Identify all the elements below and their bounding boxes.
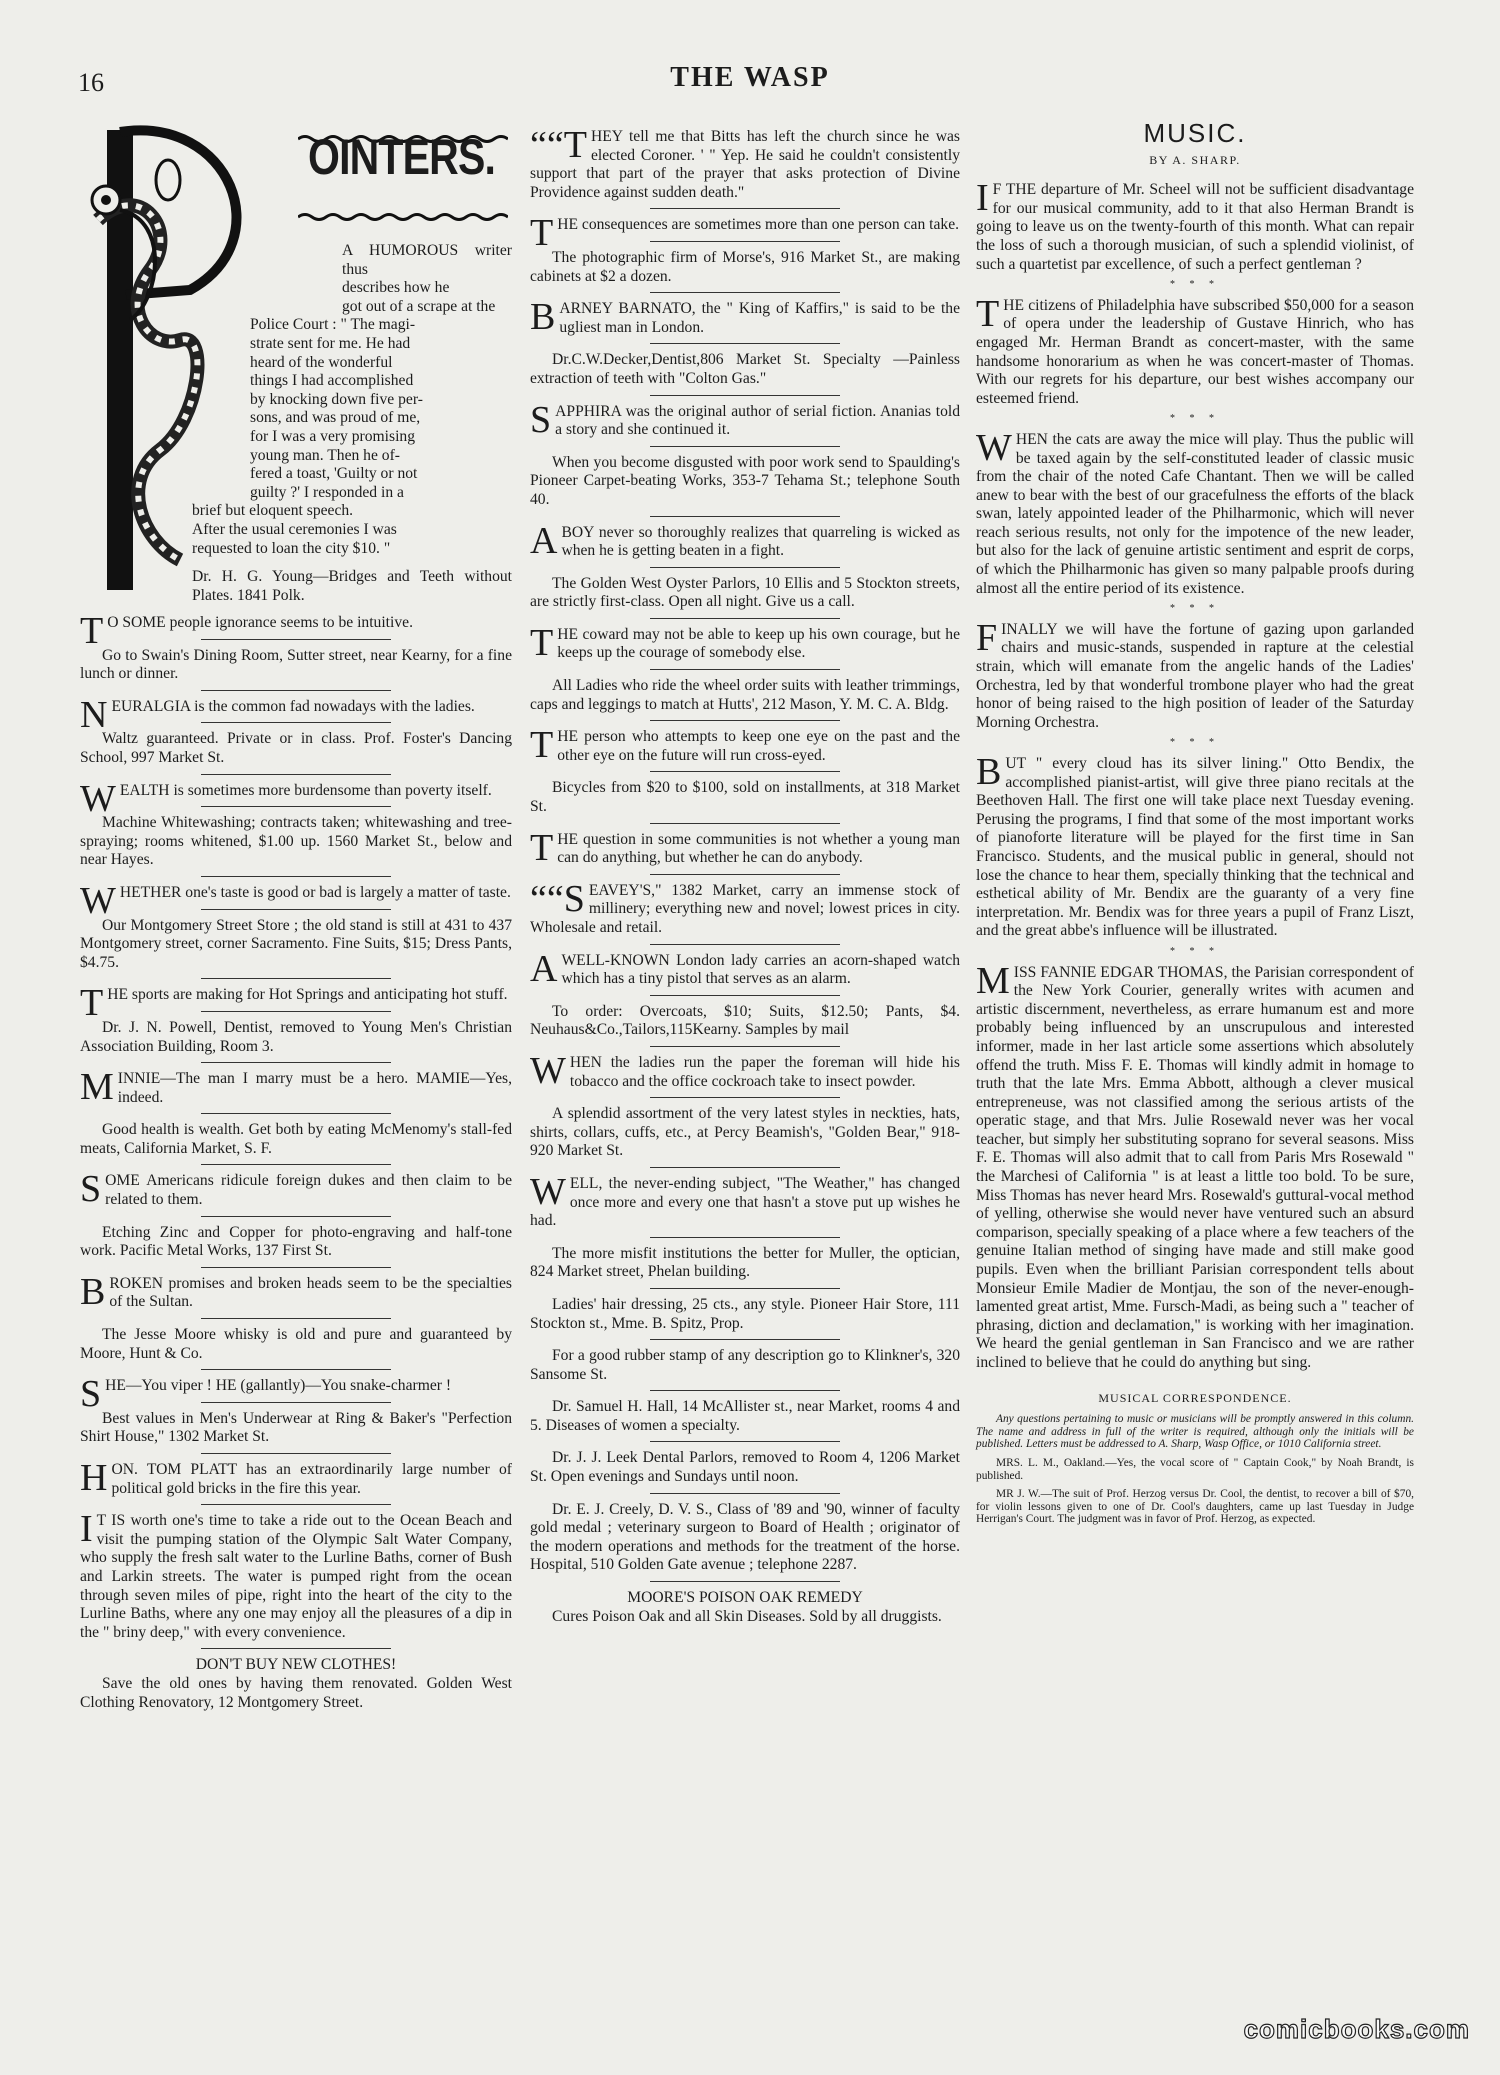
drop-cap: T [976,292,1000,335]
article-item [530,779,960,816]
divider-rule [201,806,391,807]
pointers-line: Police Court : " The magi- [250,316,416,334]
article-item [530,575,960,612]
col1-items [80,610,512,1712]
article-item [530,249,960,286]
drop-cap: S [80,1168,102,1211]
article-item [530,1589,960,1626]
divider-rule [201,1648,391,1649]
article-item [80,1326,512,1363]
divider-rule [650,343,839,344]
advert-text: To order: Overcoats, $10; Suits, $12.50; Pants, $4. Neuhaus&Co.,Tailors,115Kearny. Samples by mail [530,1002,960,1039]
music-paragraph-body: HE citizens of Philadelphia have subscribed $50,000 for a season of opera under the leadership of Gustave Hinrich, who has engaged Mr. Herman Brandt as concert-master, with the same handsome honorarium as when he was concert-master of Thomas. With our regrets for his departure, our best wishes accompany our esteemed friend. [976,296,1414,407]
article-item [80,777,512,820]
article-item [530,454,960,510]
item-text [530,621,960,664]
item-heading: DON'T BUY NEW CLOTHES! [195,1656,397,1674]
music-paragraph [976,426,1414,598]
article-item [530,1449,960,1486]
music-paragraph [976,292,1414,409]
item-text [530,398,960,441]
drop-cap: T [80,610,104,652]
item-body: INNIE—The man I marry must be a hero. MAMIE—Yes, indeed. [117,1070,512,1106]
drop-cap: B [976,751,1002,793]
drop-cap: T [530,724,554,767]
divider-rule [201,1369,391,1370]
advert-text: The Jesse Moore whisky is old and pure and guaranteed by Moore, Hunt & Co. [80,1326,512,1362]
drop-cap: N [80,693,108,736]
article-item [530,826,960,869]
drop-cap: B [530,296,556,339]
correspondence-title: MUSICAL CORRESPONDENCE. [1098,1390,1292,1405]
advert-text: Go to Swain's Dining Room, Sutter street, near Kearny, for a fine lunch or dinner. [80,646,512,683]
article-item [80,1457,512,1499]
divider-rule [650,1581,839,1582]
drop-cap: W [530,1170,566,1213]
advert-text: When you become disgusted with poor work send to Spaulding's Pioneer Carpet-beating Works, 353-7 Tehama St.; telephone South 40. [530,453,960,508]
item-text [80,879,512,922]
article-item [80,1373,512,1416]
item-body: WELL-KNOWN London lady carries an acorn-shaped watch which has a tiny pistol that serves as an alarm. [561,951,960,988]
advert-text: Ladies' hair dressing, 25 cts., any style. Pioneer Hair Store, 111 Stockton st., Mme. B. Spitz, Prop. [530,1295,960,1332]
drop-cap: A [530,519,558,562]
article-item [530,398,960,441]
advert-text: The more misfit institutions the better for Muller, the optician, 824 Market street, Phelan building. [530,1244,960,1281]
drop-cap: I [976,177,989,220]
item-body: BOY never so thoroughly realizes that quarreling is wicked as when he is getting beaten in a fight. [561,523,960,560]
music-paragraph-body: F THE departure of Mr. Scheel will not be sufficient disadvantage for our musical community, add to it that also Herman Brandt is going to leave us on the twenty-fourth of this month. What can repair the loss of such a thorough musician, of such a splendid violinist, of such a quartetist par excellence, of such a perfect gentleman ? [976,181,1414,273]
divider-rule [201,1164,391,1165]
col2-items [530,124,960,1626]
correspondence-note: Any questions pertaining to music or musicians will be promptly answered in this column. The name and address in full of the writer is required, although only the initials will be published. Letters must be addressed to A. Sharp, Wasp Office, or 1010 California street. [976,1413,1414,1451]
item-body: APPHIRA was the original author of serial fiction. Ananias told a story and she continued it. [555,402,960,439]
column-left [80,128,512,1718]
item-body: T IS worth one's time to take a ride out to the Ocean Beach and visit the pumping station of the Olympic Salt Water Company, who supply the fresh salt water to the Lurline Baths, corner of Bush and Larkin streets. The water is pumped right from the ocean through seven miles of pipe, right into the heart of the city to the Lurline Baths, where any one may enjoy all the pleasures of a dip in the " briny deep," with every convenience. [80,1512,512,1641]
masthead: THE WASP [670,62,830,93]
article-item [80,982,512,1025]
pointers-line: strate sent for me. He had [250,334,411,352]
article-item [530,1501,960,1575]
pointers-line: fered a toast, 'Guilty or not [250,465,418,483]
music-paragraph-body: HEN the cats are away the mice will play. Thus the public will be taxed again by the self-constituted leader of classic music from the chair of the noted Cafe Chantant. Then we will be called anew to bear with the best of our gracefulness the efforts of the black swan, lately appointed leader of the Philharmonic, which will never reach serious results, not only for the impotence of the new leader, but also for the lack of genuine artistic sentiment and esprit de corps, of which the Philharmonic has given so many palpable proofs during almost all the entire period of its existence. [976,430,1414,597]
section-stars: * * * [1170,737,1220,749]
music-paragraph-body: ISS FANNIE EDGAR THOMAS, the Parisian correspondent of the New York Courier, generally writes with acumen and artistic discernment, nevertheless, as errare humanum est and more probably being influenced by an unscrupulous and interested informer, made in her last article some assertions which absolutely offend the truth. Miss F. E. Thomas will kindly admit in homage to truth that the late Mrs. Emma Abbott, although a clever musical entrepreneuse, was not classified among the serious artists of the operatic stage, and that Mrs. Julie Rosewald never was her vocal teacher, but simply her substituting soprano for several seasons. Miss F. E. Thomas will also admit that to call from Paris Mrs Rosewald " the Marchesi of California " is at least a little too bold. To be sure, Miss Thomas has never heard Mrs. Rosewald's guttural-vocal method of yelling, otherwise she would never have ventured such an absurd comparison, specially speaking of a place where a few teachers of the genuine Italian method of singing have made and still make good pupils. Even when the brilliant Parisian correspondent tells about Monsieur Emile Madier de Montjau, the son of the never-enough-lamented great artist, Mme. Fursch-Madi, as being such a " teacher of phrasing, diction and declamation," is working with her imagination. We heard the genial gentleman in San Francisco and we are rather inclined to believe that he could do anything but sing. [976,963,1414,1371]
item-body: HEN the ladies run the paper the foreman will hide his tobacco and the office cockroach take to insect powder. [569,1053,960,1090]
item-body: HETHER one's taste is good or bad is largely a matter of taste. [119,883,511,901]
divider-rule [201,722,391,723]
divider-rule [650,995,839,996]
item-text [80,610,512,652]
item-text [80,1270,512,1313]
divider-rule [201,1011,391,1012]
divider-rule [201,876,391,877]
article-item [530,124,960,202]
pointers-line: heard of the wonderful [250,353,393,371]
divider-rule [650,292,839,293]
item-heading: MOORE'S POISON OAK REMEDY [627,1589,863,1607]
item-body: HE—You viper ! HE (gallantly)—You snake-charmer ! [105,1377,452,1395]
article-item [80,917,512,973]
advert-text: Machine Whitewashing; contracts taken; whitewashing and tree-spraying; rooms whitened, $1.00 up. 1560 Market St., below and near Hayes. [80,814,512,869]
divider-rule [650,446,839,447]
divider-rule [201,978,391,979]
article-item [80,1508,512,1642]
item-body: O SOME people ignorance seems to be intuitive. [107,614,413,631]
item-text [80,1066,512,1109]
divider-rule [650,1493,839,1494]
article-item [530,212,960,255]
divider-rule [201,1504,391,1505]
item-text [530,877,960,938]
correspondence-item: MRS. L. M., Oakland.—Yes, the vocal score of " Captain Cook," by Noah Brandt, is published. [976,1456,1414,1482]
article-item [530,1170,960,1231]
pointers-line: A HUMOROUS writer thus [342,242,512,278]
article-item [80,1019,512,1056]
advert-text: Best values in Men's Underwear at Ring & Baker's "Perfection Shirt House," 1302 Market St. [80,1409,512,1446]
divider-rule [650,208,839,209]
item-body: HE person who attempts to keep one eye on the past and the other eye on the future will run cross-eyed. [557,728,960,764]
music-paragraph [976,177,1414,274]
item-text [530,724,960,767]
advert-text: Save the old ones by having them renovated. Golden West Clothing Renovatory, 12 Montgomery Street. [80,1674,512,1711]
music-byline: BY A. SHARP. [1149,152,1241,167]
item-body: EALTH is sometimes more burdensome than poverty itself. [119,781,492,799]
section-stars: * * * [1170,945,1220,957]
music-title: MUSIC. [1143,118,1247,148]
divider-rule [650,669,839,670]
article-item [530,1049,960,1092]
divider-rule [650,874,839,875]
divider-rule [201,1216,391,1217]
music-paragraphs [976,177,1414,1372]
divider-rule [201,1113,391,1114]
divider-rule [650,1288,839,1289]
section-stars: * * * [1170,413,1220,425]
article-item [80,1270,512,1313]
divider-rule [650,241,839,242]
advert-text: Bicycles from $20 to $100, sold on installments, at 318 Market St. [530,779,960,816]
section-stars: * * * [1170,279,1220,291]
music-paragraph [976,751,1414,941]
divider-rule [201,1267,391,1268]
watermark: comicbooks.com [1243,2014,1470,2044]
item-body: HE question in some communities is not whether a young man can do anything, but whether he can do anybody. [557,830,960,867]
article-item [80,1224,512,1261]
item-text [80,1457,512,1499]
divider-rule [650,720,839,721]
drop-cap: ““T [530,124,587,166]
pointers-signature-ad: Dr. H. G. Young—Bridges and Teeth without Plates. 1841 Polk. [192,568,512,604]
divider-rule [650,1167,839,1168]
article-item [530,1347,960,1384]
item-text [530,296,960,339]
drop-cap: I [80,1508,93,1551]
divider-rule [650,823,839,824]
article-item [530,677,960,714]
advert-text: For a good rubber stamp of any description go to Klinkner's, 320 Sansome St. [530,1347,960,1383]
drop-cap: T [530,621,554,664]
article-item [80,1066,512,1109]
divider-rule [201,1402,391,1403]
title-ornament-bottom [298,212,508,222]
article-item [530,947,960,990]
advert-text: Our Montgomery Street Store ; the old stand is still at 431 to 437 Montgomery street, corner Sacramento. Fine Suits, $15; Dress Pants, $4.75. [80,916,512,971]
divider-rule [650,944,839,945]
item-body: ON. TOM PLATT has an extraordinarily large number of political gold bricks in the fire this year. [111,1461,512,1497]
article-item [80,814,512,870]
music-paragraph [976,959,1414,1373]
item-text [80,1168,512,1211]
article-item [530,519,960,562]
music-paragraph-body: INALLY we will have the fortune of gazing upon garlanded chairs and music-stands, suspended in rapture at the celestial strain, which will emanate from the angelic hands of the Ladies' Orchestra, led by that wonderful trombone player who had the great honor of being raised to the high position of leader of the Saturday Morning Orchestra. [976,620,1414,731]
correspondence-items [976,1457,1414,1526]
article-item [80,730,512,767]
pointers-line: young man. Then he of- [250,446,400,464]
section-stars: * * * [1170,603,1220,615]
divider-rule [201,909,391,910]
pointers-line: guilty ?' I responded in a [250,483,404,501]
divider-rule [650,1390,839,1391]
item-text [530,519,960,562]
advert-text: Etching Zinc and Copper for photo-engraving and half-tone work. Pacific Metal Works, 137 First St. [80,1223,512,1260]
advert-text: Dr. J. N. Powell, Dentist, removed to Young Men's Christian Association Building, Room 3. [80,1018,512,1055]
drop-cap: B [80,1270,106,1313]
divider-rule [201,1318,391,1319]
advert-text: Dr. E. J. Creely, D. V. S., Class of '89 and '90, winner of faculty gold medal ; veterinary surgeon to Board of Health ; originator of the modern operations and methods for the treatment of the horse. Hospital, 510 Golden Gate avenue ; telephone 2287. [530,1500,960,1574]
divider-rule [201,774,391,775]
item-body: HE consequences are sometimes more than one person can take. [557,216,960,234]
item-text [530,124,960,202]
pointers-title: OINTERS. [308,129,496,185]
pointers-line: for I was a very promising [250,427,415,445]
drop-cap: W [80,879,116,922]
article-item [80,693,512,736]
pointers-intro [192,242,512,558]
article-item [80,610,512,652]
pointers-line: by knocking down five per- [250,390,423,408]
item-text [80,1508,512,1642]
item-text [530,826,960,869]
music-paragraph [976,616,1414,733]
divider-rule [650,1097,839,1098]
item-body: ARNEY BARNATO, the " King of Kaffirs," is said to be the ugliest man in London. [559,300,960,336]
item-text [80,1373,512,1416]
drop-cap: T [530,212,554,255]
drop-cap: S [530,398,552,441]
divider-rule [650,395,839,396]
article-item [530,724,960,767]
item-body: EAVEY'S," 1382 Market, carry an immense stock of millinery; everything new and novel; lowest prices in city. Wholesale and retail. [530,881,960,936]
drop-cap: S [80,1373,102,1416]
item-text [80,777,512,820]
item-body: EURALGIA is the common fad nowadays with the ladies. [111,697,475,715]
drop-cap: T [530,826,554,869]
article-item [80,647,512,684]
pointers-line: things I had accomplished [250,372,414,390]
pointers-feature [80,128,512,608]
article-item [530,296,960,339]
divider-rule [201,1062,391,1063]
drop-cap: F [976,616,998,659]
drop-cap: T [80,982,104,1025]
article-item [530,351,960,388]
article-item [530,1105,960,1161]
item-text [530,212,960,255]
article-item [80,1168,512,1211]
column-right-music [976,118,1414,1532]
item-text [530,947,960,990]
divider-rule [650,771,839,772]
item-body: ELL, the never-ending subject, "The Weather," has changed once more and every one that hasn't a stove put up wishes he had. [530,1174,960,1230]
drop-cap: M [80,1066,114,1109]
article-item [530,1245,960,1282]
advert-text: The Golden West Oyster Parlors, 10 Ellis and 5 Stockton streets, are strictly first-class. Open all night. Give us a call. [530,574,960,611]
correspondence-item: MR J. W.—The suit of Prof. Herzog versus Dr. Cool, the dentist, to recover a bill of $70, for violin lessons given to one of Dr. Cool's daughters, came up last Tuesday in Judge Herrigan's Court. The judgment was in favor of Prof. Herzog, as expected. [976,1488,1414,1526]
pointers-line: got out of a scrape at the [342,297,496,315]
item-text [80,693,512,736]
item-text [530,1170,960,1231]
column-middle [530,124,960,1632]
drop-cap: M [976,959,1010,1002]
divider-rule [201,690,391,691]
divider-rule [650,1237,839,1238]
article-item [530,621,960,664]
divider-rule [650,516,839,517]
pointers-line: sons, and was proud of me, [250,409,421,427]
page-number: 16 [78,68,104,97]
pointers-line: After the usual ceremonies I was [192,520,397,538]
pointers-line: describes how he [342,279,450,297]
drop-cap: H [80,1457,108,1499]
drop-cap: A [530,947,558,990]
article-item [80,1410,512,1447]
article-item [530,1003,960,1040]
advert-text: The photographic firm of Morse's, 916 Market St., are making cabinets at $2 a dozen. [530,248,960,285]
article-item [80,879,512,922]
advert-text: Dr.C.W.Decker,Dentist,806 Market St. Specialty —Painless extraction of teeth with "Colton Gas." [530,351,960,387]
item-body: OME Americans ridicule foreign dukes and then claim to be related to them. [105,1172,512,1209]
drop-cap: W [80,777,116,820]
advert-text: Dr. J. J. Leek Dental Parlors, removed to Room 4, 1206 Market St. Open evenings and Sundays until noon. [530,1449,960,1486]
article-item [80,1121,512,1158]
divider-rule [650,1441,839,1442]
item-body: ROKEN promises and broken heads seem to be the specialties of the Sultan. [109,1274,512,1311]
advert-text: All Ladies who ride the wheel order suits with leather trimmings, caps and leggings to match at Hutts', 212 Mason, Y. M. C. A. Bldg. [530,677,960,713]
divider-rule [201,1453,391,1454]
advert-text: Waltz guaranteed. Private or in class. Prof. Foster's Dancing School, 997 Market St. [80,730,512,766]
advert-text: A splendid assortment of the very latest styles in neckties, hats, shirts, collars, cuffs, etc., at Percy Beamish's, "Golden Bear," 918-920 Market St. [530,1105,960,1160]
item-body: HE sports are making for Hot Springs and anticipating hot stuff. [107,986,508,1004]
item-text [80,982,512,1025]
drop-cap: ““S [530,877,585,920]
divider-rule [650,567,839,568]
article-item [530,877,960,938]
divider-rule [650,618,839,619]
divider-rule [650,1046,839,1047]
divider-rule [650,1339,839,1340]
item-text [530,1049,960,1092]
advert-text: Dr. Samuel H. Hall, 14 McAllister st., near Market, rooms 4 and 5. Diseases of women a specialty. [530,1398,960,1434]
item-body: HE coward may not be able to keep up his own courage, but he keeps up the courage of somebody else. [557,625,960,662]
drop-cap: W [530,1049,566,1092]
article-item [530,1296,960,1333]
article-item [80,1656,512,1712]
article-item [530,1398,960,1435]
drop-cap: W [976,426,1012,469]
music-paragraph-body: UT " every cloud has its silver lining." Otto Bendix, the accomplished pianist-artist, will give three piano recitals at the Beethoven Hall. The first one will take place next Tuesday evening. Perusing the programs, I find that some of the most important works of pianoforte literature will be played for the first time in San Francisco. Students, and the musical public in general, should not lose the chance to hear them, specially thinking that the technical and esthetical ability of Mr. Bendix are the guaranty of a very fine interpretation. Mr. Bendix was for three years a pupil of Franz Liszt, and the great abbe's influence will be illustrated. [976,755,1414,940]
pointers-line: requested to loan the city $10. " [192,539,391,557]
advert-text: Good health is wealth. Get both by eating McMenomy's stall-fed meats, California Market, S. F. [80,1121,512,1157]
advert-text: Cures Poison Oak and all Skin Diseases. Sold by all druggists. [552,1607,942,1625]
pointers-line: brief but eloquent speech. [192,502,354,520]
item-body: HEY tell me that Bitts has left the church since he was elected Coroner. ' " Yep. He said he couldn't consistently support that part of the prayer that asks protection of Divine Providence against sudden death." [530,128,960,201]
divider-rule [201,639,391,640]
